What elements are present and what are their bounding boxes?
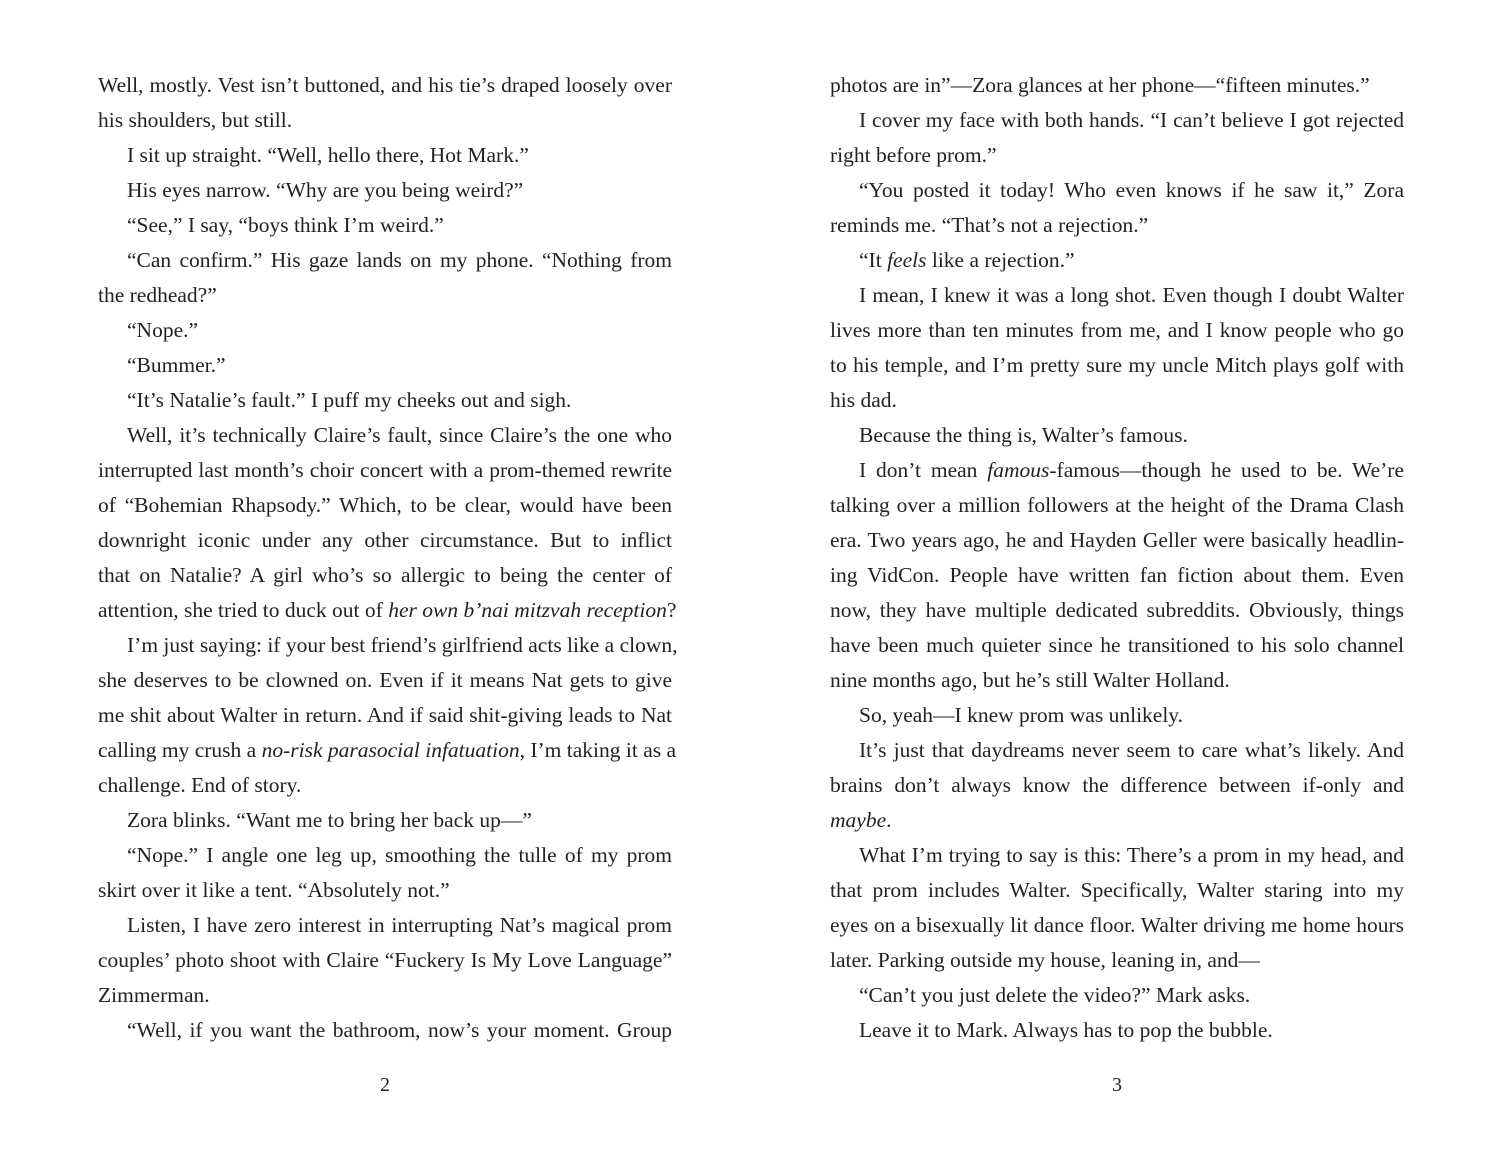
right-page-number: 3 [1112, 1074, 1122, 1096]
text-line: Zora blinks. “Want me to bring her back up—” [127, 808, 532, 832]
text-line: “Well, if you want the bathroom, now’s your moment. Group [127, 1018, 672, 1042]
text-line: right before prom.” [830, 143, 997, 167]
line-text-after: ? [666, 598, 677, 622]
text-line: me shit about Walter in return. And if said shit-giving leads to Nat [98, 703, 672, 727]
line-text-after: . [886, 808, 892, 832]
text-line: “You posted it today! Who even knows if he saw it,” Zora [859, 178, 1404, 202]
text-line: his dad. [830, 388, 897, 412]
line-text-before: attention, she tried to duck out of [98, 598, 389, 622]
text-line: brains don’t always know the difference between if-only and [830, 773, 1404, 797]
text-line: to his temple, and I’m pretty sure my uncle Mitch plays golf with [830, 353, 1404, 377]
text-line: interrupted last month’s choir concert with a prom-themed rewrite [98, 458, 672, 482]
text-line: she deserves to be clowned on. Even if it means Nat gets to give [98, 668, 672, 692]
text-line: skirt over it like a tent. “Absolutely not.” [98, 878, 450, 902]
line-text-after: -famous—though he used to be. We’re [1049, 458, 1404, 482]
text-line [830, 803, 1404, 838]
text-line: Leave it to Mark. Always has to pop the bubble. [859, 1018, 1273, 1042]
line-text-before: “It [859, 248, 888, 272]
text-line: eyes on a bisexually lit dance floor. Walter driving me home hours [830, 913, 1404, 937]
text-line: So, yeah—I knew prom was unlikely. [859, 703, 1184, 727]
text-line: “Can confirm.” His gaze lands on my phone. “Nothing from [127, 248, 672, 272]
text-line [98, 593, 677, 628]
text-line: photos are in”—Zora glances at her phone—“fifteen minutes.” [830, 73, 1370, 97]
text-line: Listen, I have zero interest in interrupting Nat’s magical prom [127, 913, 672, 937]
text-line: “Nope.” [127, 318, 199, 342]
text-line [830, 453, 1404, 488]
text-line: downright iconic under any other circumstance. But to inflict [98, 528, 672, 552]
line-text-before: I don’t mean [859, 458, 988, 482]
text-line: What I’m trying to say is this: There’s a prom in my head, and [859, 843, 1404, 867]
text-line: Well, it’s technically Claire’s fault, since Claire’s the one who [127, 423, 672, 447]
text-line: reminds me. “That’s not a rejection.” [830, 213, 1149, 237]
italic-emphasis: her own b’nai mitzvah reception [388, 598, 667, 622]
italic-emphasis: feels [887, 248, 927, 272]
right-page-text [830, 68, 1404, 1048]
text-line: have been much quieter since he transitioned to his solo channel [830, 633, 1404, 657]
italic-emphasis: no-risk parasocial infatuation [261, 738, 520, 762]
text-line: his shoulders, but still. [98, 108, 293, 132]
text-line: ing VidCon. People have written fan fiction about them. Even [830, 563, 1404, 587]
text-line [98, 733, 677, 768]
text-line [830, 243, 1404, 278]
text-line: I cover my face with both hands. “I can’t believe I got rejected [859, 108, 1404, 132]
text-line: Because the thing is, Walter’s famous. [859, 423, 1188, 447]
text-line: that on Natalie? A girl who’s so allergic to being the center of [98, 563, 672, 587]
text-line: of “Bohemian Rhapsody.” Which, to be clear, would have been [98, 493, 672, 517]
left-page-text [98, 68, 678, 1048]
text-line: lives more than ten minutes from me, and I know people who go [830, 318, 1404, 342]
text-line: Well, mostly. Vest isn’t buttoned, and his tie’s draped loosely over [98, 73, 672, 97]
text-line: now, they have multiple dedicated subreddits. Obviously, things [830, 598, 1404, 622]
text-line: I sit up straight. “Well, hello there, Hot Mark.” [127, 143, 529, 167]
text-line: “Can’t you just delete the video?” Mark asks. [859, 983, 1251, 1007]
text-line: I mean, I knew it was a long shot. Even though I doubt Walter [859, 283, 1404, 307]
line-text-before: calling my crush a [98, 738, 262, 762]
italic-emphasis: maybe [830, 808, 887, 832]
text-line: couples’ photo shoot with Claire “Fuckery Is My Love Language” [98, 948, 672, 972]
text-line: talking over a million followers at the height of the Drama Clash [830, 493, 1404, 517]
text-line: I’m just saying: if your best friend’s girlfriend acts like a clown, [127, 633, 678, 657]
line-text-after: like a rejection.” [926, 248, 1075, 272]
text-line: later. Parking outside my house, leaning in, and— [830, 948, 1260, 972]
text-line: challenge. End of story. [98, 773, 302, 797]
text-line: “It’s Natalie’s fault.” I puff my cheeks out and sigh. [127, 388, 572, 412]
text-line: era. Two years ago, he and Hayden Geller were basically headlin- [830, 528, 1404, 552]
line-text-after: , I’m taking it as a [519, 738, 677, 762]
text-line: that prom includes Walter. Specifically, Walter staring into my [830, 878, 1404, 902]
text-line: Zimmerman. [98, 983, 210, 1007]
text-line: “Nope.” I angle one leg up, smoothing the tulle of my prom [127, 843, 672, 867]
text-line: “Bummer.” [127, 353, 226, 377]
italic-emphasis: famous [987, 458, 1050, 482]
text-line: His eyes narrow. “Why are you being weird?” [127, 178, 524, 202]
text-line: nine months ago, but he’s still Walter Holland. [830, 668, 1230, 692]
left-page-number: 2 [380, 1074, 390, 1096]
text-line: the redhead?” [98, 283, 217, 307]
text-line: It’s just that daydreams never seem to care what’s likely. And [859, 738, 1404, 762]
text-line: “See,” I say, “boys think I’m weird.” [127, 213, 444, 237]
